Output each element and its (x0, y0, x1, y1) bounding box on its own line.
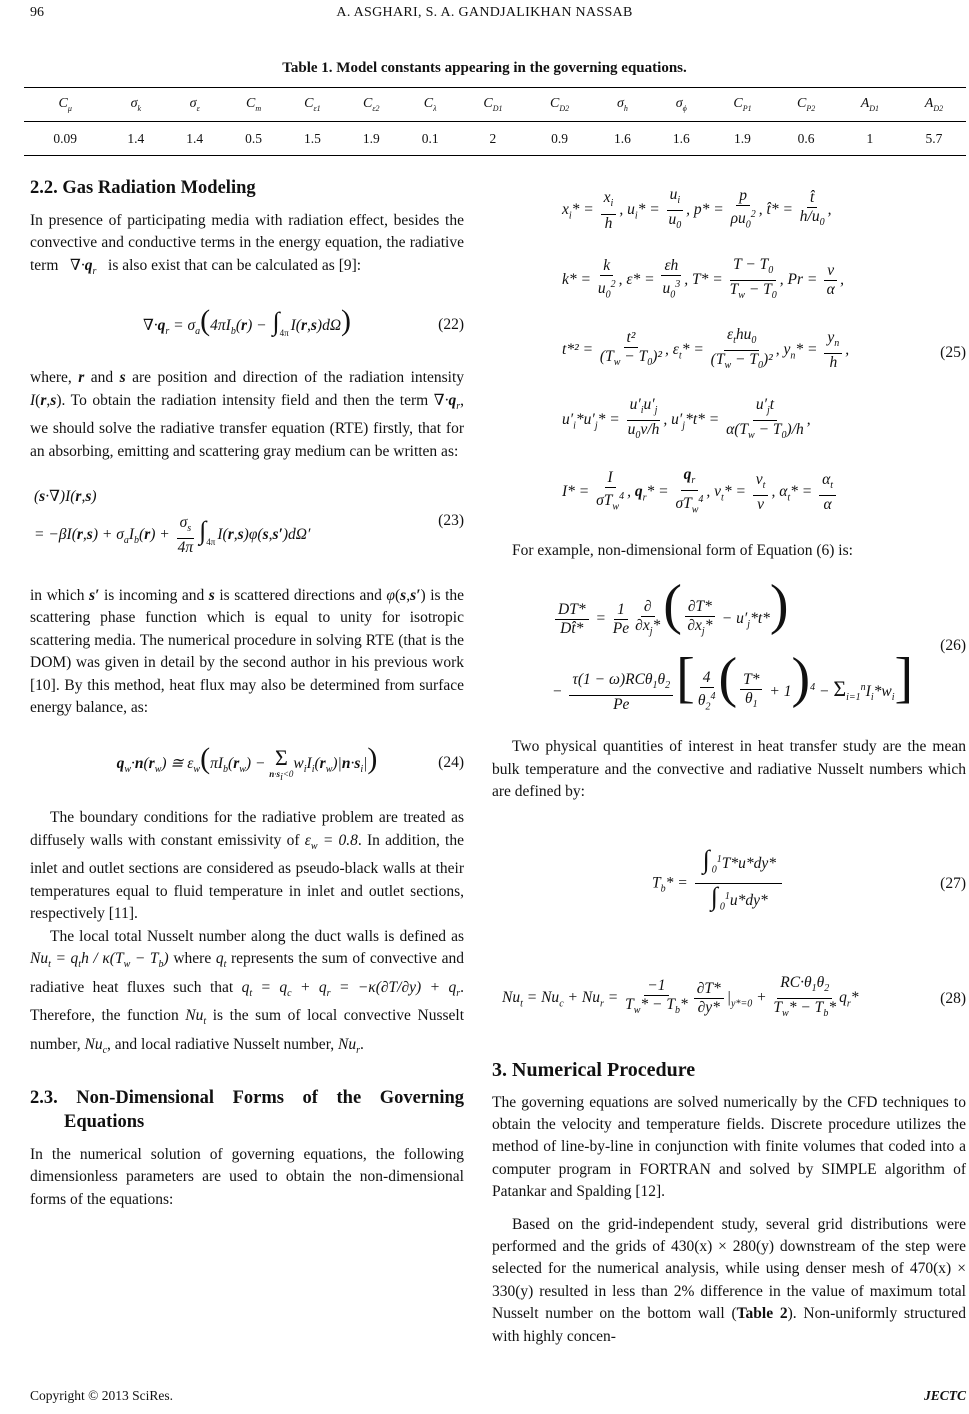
table-header-cell: $\sigma_k$ (106, 88, 165, 122)
table-value-cell: 1.9 (342, 122, 401, 156)
table-value-cell: 0.9 (526, 122, 593, 156)
table-header-cell: $\sigma_h$ (593, 88, 652, 122)
copyright-notice: Copyright © 2013 SciRes. (30, 1388, 174, 1403)
paragraph-phase-function: in which s′ is incoming and s is scattered directions and φ(s,s′) is the scattering phase function which is equal to unity for isotropic scattering media. The numerical procedure in solving RTE (that is the DOM) was given in detail by the second author in his previous work [10]. By this method, heat flux may also be determined from surface energy balance, as: (30, 587, 465, 717)
table-value-cell: 1.4 (165, 122, 224, 156)
table-value-cell: 1.6 (593, 122, 652, 156)
paragraph-example: For example, non-dimensional form of Equation (6) is: (512, 542, 853, 559)
page-footer (30, 1388, 966, 1404)
paragraph-boundary-conditions: The boundary conditions for the radiative problem are treated as diffusely walls with constant emissivity of $\varepsilon_w = 0.8$. In addition, the inlet and outlet sections are considered as pseudo-black walls at their temperatures equal to fluid temperature in inlet and outlet sections, respectively [11]. (30, 809, 464, 923)
table-value-cell: 0.09 (24, 122, 106, 156)
journal-label: JECTC (923, 1388, 966, 1403)
table-header-cell: $\sigma_\varepsilon$ (165, 88, 224, 122)
equation-22: $\nabla\cdot q_r = \sigma_a(4\pi I_b(r) - \int_{4\pi}$ I(r,s)dΩ) (22) (142, 304, 464, 339)
table-caption: Table 1. Model constants appearing in the governing equations. (282, 60, 687, 76)
paragraph-nusselt-number: The local total Nusselt number along the duct walls is defined as $Nu_t = q_th / \kappa(T_w - T_b)$ where $q_t$ represents the sum of convective and radiative heat fluxes such that $q_t = q_c + q_r = -\kappa(\partial T/\partial y) + q_r$. Therefore, the function $Nu_t$ is the sum of local convective Nusselt number, $Nu_c$, and local radiative Nusselt number, $Nu_r$. (30, 927, 465, 1056)
table-value-cell: 0.1 (401, 122, 460, 156)
table-header-cell: $C_{D2}$ (526, 88, 593, 122)
table-header-cell: $C_{\varepsilon 2}$ (342, 88, 401, 122)
table-value-cell: 1.4 (106, 122, 165, 156)
table-header-cell: $C_m$ (224, 88, 283, 122)
table-header-row (24, 88, 966, 122)
table-header-cell: $\sigma_\phi$ (652, 88, 711, 122)
table-header-cell: $C_\lambda$ (401, 88, 460, 122)
model-constants-table (24, 87, 966, 156)
paragraph-quantities: Two physical quantities of interest in heat transfer study are the mean bulk temperature and the convective and radiative Nusselt numbers which are defined by: (492, 738, 966, 801)
table-value-cell: 1.6 (652, 122, 711, 156)
paragraph-intensity: where, r and s are position and direction of the radiation intensity I(r,s). To obtain the radiation intensity field and then the term $\nabla\cdot q_r$, we should solve the radiative transfer equation (RTE) firstly, that for an absorbing, emitting and scattering gray medium can be written as: (30, 369, 465, 460)
paragraph-dimensionless: In the numerical solution of governing equations, the following dimensionless parameters are used to obtain the non-dimensional forms of the equations: (30, 1146, 464, 1208)
equation-26: $\frac{DT*}{Dt̂*}$ = $\frac{1}{Pe}$ $\frac{\partial}{\partial x_j*}$ ( $\frac{\partial T*}{\partial x_j*}$ − $u'_j*t*$) − $\frac{\tau(1 - \omega)RC\theta_1\theta_2}{Pe}$ [ $\frac{4}{\theta_2^4}$ ( $\frac{T*}{\theta_1}$ + $1)^4 - \Sigma_{i=1}^nI_i*w_i$] (26) (552, 573, 966, 713)
paragraph-radiative-term: In presence of participating media with radiation effect, besides the convective and conductive terms in the energy equation, the radiative term $\nabla\cdot q_r$ is also exist that can be calculated as [9]: (30, 212, 464, 277)
table-header-cell: $C_{D1}$ (460, 88, 527, 122)
equation-25: $x_i*$ = $\frac{x_i}{h}$ , $u_i*$ = $\frac{u_i}{u_0}$ , p* = $\frac{p}{\rho u_0^2}$ , t̂* = $\frac{t̂}{h/u_0}$ , k* = $\frac{k}{u_0^2}$ , ε* = $\frac{\varepsilon h}{u_0^3}$ , T* = $\frac{T - T_0}{T_w - T_0}$ , Pr = $\frac{\nu}{\alpha}$ , t*² = $\frac{\text{t²}}{(T_w - T_0)^2}$ , $\varepsilon_t*$ = $\frac{\varepsilon_thu_0}{(T_w - T_0)^2}$ , $y_n*$ = $\frac{y_n}{h}$ , $u'_i*u'_j*$ = $\frac{u'_iu'_j}{u_0\nu/h}$ , $u'_j*t*$ = $\frac{u'_jt}{\alpha(T_w - T_0)/h}$ , I* = $\frac{I}{\sigma T_w^4}$ , $q_r*$ = $\frac{q_r}{\sigma T_w^4}$ , $\nu_t*$ = $\frac{\nu_t}{\nu}$ , $\alpha_t*$ = $\frac{\alpha_t}{\alpha}$ (25) (562, 186, 966, 516)
table-value-cell: 0.5 (224, 122, 283, 156)
table-header-cell: $A_{D1}$ (838, 88, 902, 122)
table-value-cell: 0.6 (774, 122, 838, 156)
equation-27: $T_b*$ = $\frac{\int _0^1T*u*dy*}{\int _0^1u*dy*}$ (27) (652, 845, 966, 913)
equation-23: (s·∇)I(r,s) = $-\beta I(r,s) + \sigma_aI_b(r)$ + $\frac{\sigma_s}{4\pi}$ $\int_{4\pi}$ I(r,s)φ(s,s′)dΩ′ (23) (34, 488, 464, 557)
table-value-cell: 2 (460, 122, 527, 156)
table-2-reference: Table 2 (736, 1305, 788, 1323)
right-column (492, 176, 966, 1348)
left-column (30, 176, 464, 1211)
table-header-cell: $C_{P2}$ (774, 88, 838, 122)
table-header-cell: $A_{D2}$ (902, 88, 966, 122)
section-2-3-heading: 2.3. Non-Dimensional Forms of the Governing Equations (30, 1088, 464, 1132)
table-value-cell: 5.7 (902, 122, 966, 156)
page-header (0, 0, 969, 30)
table-header-cell: $C_{P1}$ (711, 88, 775, 122)
equation-24: $q_w\cdot n(r_w)$ ≅ $\varepsilon_w(\pi I_b(r_w)$ − Σ $n\cdot s_i<0$ $w_iI_i(r_w)|n\cdot s_i|$) (24) (116, 742, 464, 783)
table-value-cell: 1 (838, 122, 902, 156)
table-value-cell: 1.5 (283, 122, 342, 156)
paragraph-grid: Based on the grid-independent study, several grid distributions were performed and the grids of 430(x) × 280(y) downstream of the step were selected for the numerical analysis, while using denser mesh of 470(x) × 330(y) resulted in less than 2% difference in the value of maximum total Nusselt number on the bottom wall (Table 2). Non-uniformly structured with highly concen- (492, 1215, 966, 1345)
paragraph-numerical: The governing equations are solved numerically by the CFD techniques to obtain the velocity and temperature fields. Discrete procedure utilizes the method of line-by-line in conjunction with finite volumes that coded into a computer program in FORTRAN and solved by SIMPLE algorithm of Patankar and Spalding [12]. (492, 1093, 966, 1201)
section-2-2-heading: 2.2. Gas Radiation Modeling (30, 178, 256, 198)
running-title: A. ASGHARI, S. A. GANDJALIKHAN NASSAB (336, 5, 633, 20)
section-3-heading: 3. Numerical Procedure (492, 1058, 696, 1081)
table-value-cell: 1.9 (711, 122, 775, 156)
table-header-cell: $C_\mu$ (24, 88, 106, 122)
page-number: 96 (30, 5, 44, 20)
table-header-cell: $C_{\varepsilon 1}$ (283, 88, 342, 122)
equation-28: $Nu_t = Nu_c + Nu_r$ = $\frac{-1}{T_w* - T_b*}$ $\frac{\partial T*}{\partial y*}$ $|_{y*=0}$ + $\frac{RC\cdot\theta_1\theta_2}{T_w* - T_b*}$ $q_r*$ (28) (502, 974, 966, 1020)
table-value-row (24, 122, 966, 156)
